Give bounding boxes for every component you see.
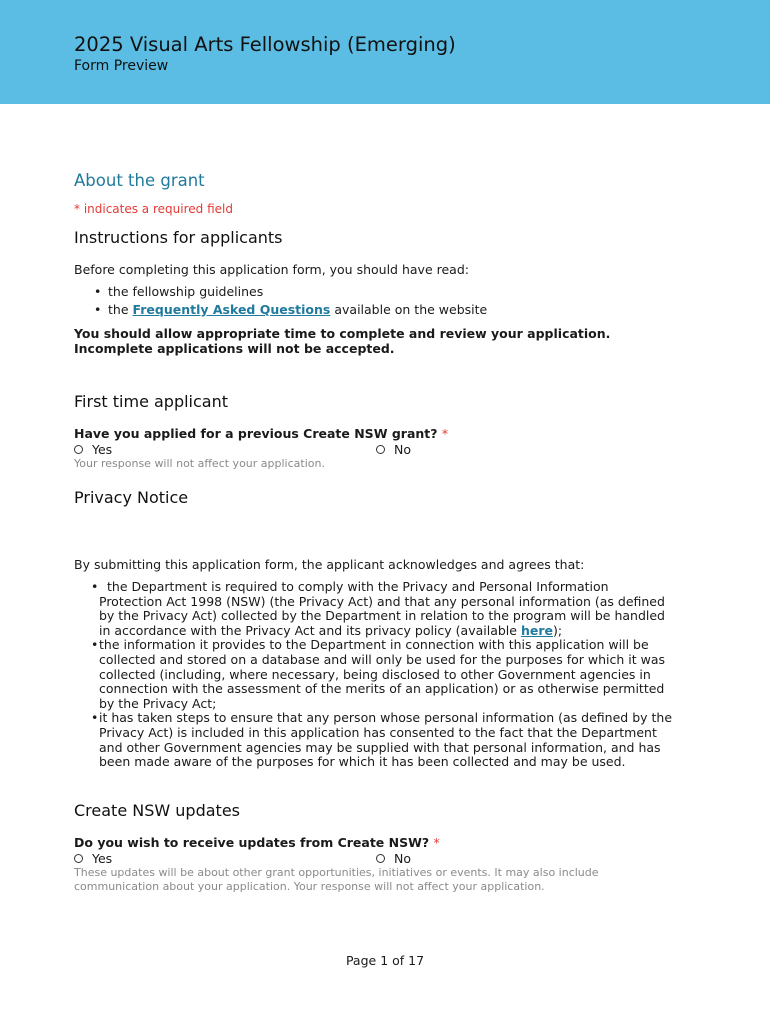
question-receive-updates — [74, 836, 440, 851]
bullet-icon: • — [94, 301, 102, 317]
question-text: Have you applied for a previous Create NSW grant? — [74, 426, 438, 441]
faq-link[interactable]: Frequently Asked Questions — [132, 301, 331, 317]
list-item-text: the — [108, 301, 129, 317]
radio-previous-grant-no[interactable] — [376, 442, 411, 457]
radio-circle-icon[interactable] — [376, 854, 385, 863]
radio-label: No — [394, 442, 411, 457]
privacy-item-3: it has taken steps to ensure that any person whose personal information (as defined by the Privacy Act) is included in this application has consented to the fact that the Department and other Government agencies may be supplied with that personal information, and has been made aware of the purposes for which it has been collected and may be used. — [99, 710, 673, 770]
radio-circle-icon[interactable] — [74, 445, 83, 454]
form-title: 2025 Visual Arts Fellowship (Emerging) — [74, 33, 456, 56]
list-item — [74, 303, 694, 318]
radio-label: Yes — [92, 851, 113, 866]
radio-circle-icon[interactable] — [376, 445, 385, 454]
warning-line: Incomplete applications will not be accepted. — [74, 340, 395, 356]
list-item — [74, 638, 674, 711]
previous-grant-hint: Your response will not affect your application. — [74, 457, 325, 470]
privacy-item-2: the information it provides to the Department in connection with this application will be collected and stored on a database and will only be used for the purposes for which it was collected (including, where necessary, being disclosed to other Government agencies in connection with the assessment of the merits of an application) or as otherwise permitted by the Privacy Act; — [99, 637, 666, 711]
question-previous-grant — [74, 427, 448, 442]
required-field-note: * indicates a required field — [74, 202, 233, 216]
heading-privacy-notice: Privacy Notice — [74, 488, 189, 507]
privacy-item-1-end: ); — [552, 622, 563, 638]
radio-previous-grant-yes[interactable] — [74, 442, 112, 457]
heading-first-time-applicant: First time applicant — [74, 392, 229, 411]
updates-hint: These updates will be about other grant opportunities, initiatives or events. It may also include communication about your application. Your response will not affect your application. — [74, 866, 599, 893]
privacy-policy-link[interactable]: here — [520, 622, 553, 638]
page-number: Page 1 of 17 — [345, 953, 425, 968]
privacy-item-1: the Department is required to comply with the Privacy and Personal Information Protection Act 1998 (NSW) (the Privacy Act) and that any personal information (as defined by the Privacy Act) collected by the Department in relation to the program will be handled in accordance with the Privacy Act and its privacy policy (available — [99, 579, 665, 638]
required-marker: * — [433, 835, 440, 850]
list-item — [74, 711, 674, 769]
bullet-icon: • — [91, 710, 99, 726]
warning-line: You should allow appropriate time to complete and review your application. — [74, 326, 611, 341]
required-marker: * — [441, 426, 449, 441]
radio-updates-no[interactable] — [376, 851, 411, 866]
section-title-about: About the grant — [74, 171, 205, 190]
list-item — [74, 285, 694, 300]
radio-circle-icon[interactable] — [74, 854, 83, 863]
form-subtitle: Form Preview — [74, 58, 169, 74]
list-item — [74, 580, 674, 638]
list-item-text: available on the website — [334, 301, 488, 317]
radio-label: No — [394, 851, 411, 866]
privacy-list — [74, 580, 674, 770]
list-item-text: the fellowship guidelines — [108, 284, 264, 299]
instructions-list — [74, 285, 694, 317]
header-banner — [0, 0, 770, 104]
bullet-icon: • — [94, 284, 102, 299]
instructions-warning — [74, 327, 610, 356]
bullet-icon: • — [91, 579, 99, 594]
bullet-icon: • — [91, 637, 99, 653]
radio-updates-yes[interactable] — [74, 851, 112, 866]
question-text: Do you wish to receive updates from Create NSW? — [74, 835, 430, 850]
instructions-intro: Before completing this application form, you should have read: — [74, 262, 469, 277]
privacy-intro: By submitting this application form, the applicant acknowledges and agrees that: — [74, 557, 585, 572]
heading-create-nsw-updates: Create NSW updates — [74, 801, 240, 820]
heading-instructions: Instructions for applicants — [74, 228, 283, 247]
radio-label: Yes — [92, 442, 113, 457]
